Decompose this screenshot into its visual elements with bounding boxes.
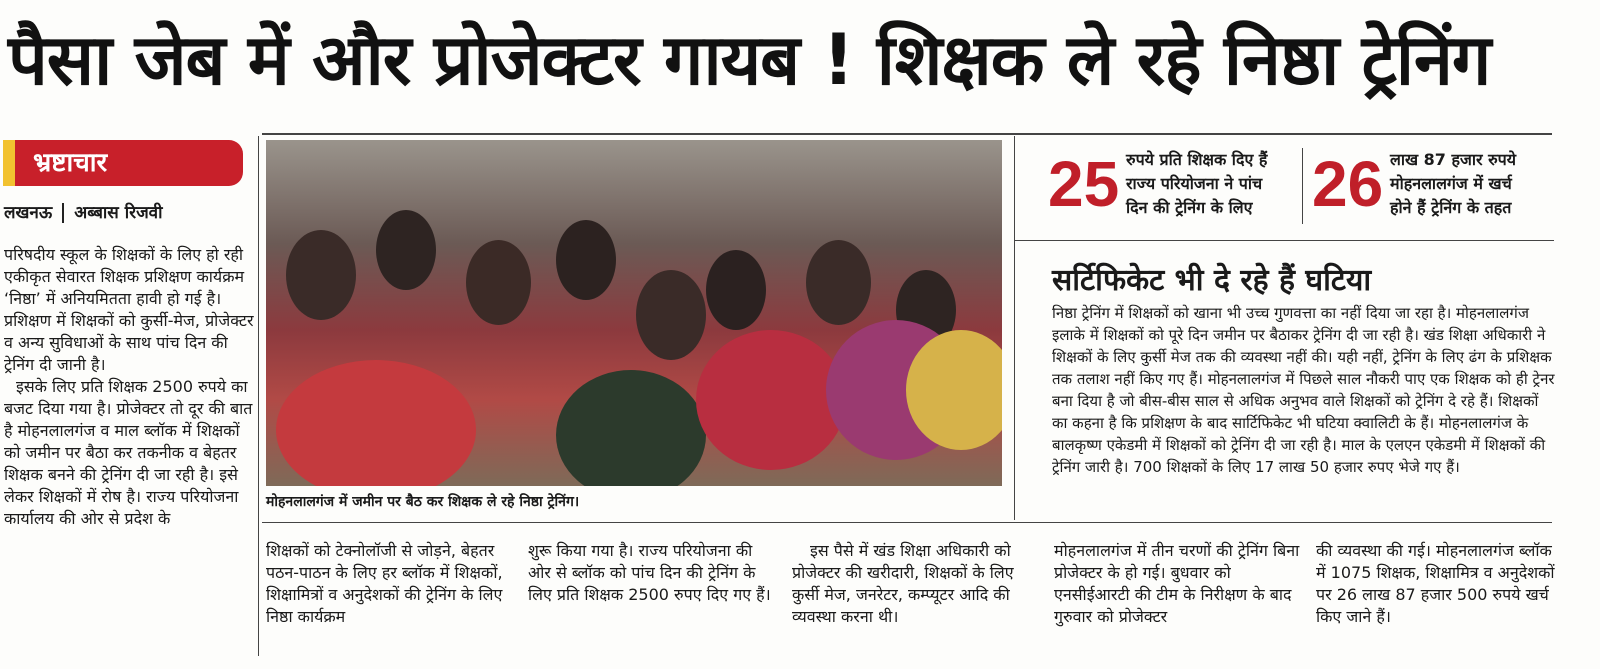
stat-1-text — [1126, 148, 1267, 220]
photo-caption: मोहनलालगंज में जमीन पर बैठ कर शिक्षक ले रहे निष्ठा ट्रेनिंग। — [266, 494, 580, 510]
stat-1-number: 25 — [1048, 148, 1120, 220]
left-column-divider — [258, 136, 259, 656]
stats-rule — [1014, 240, 1554, 241]
category-tag — [3, 140, 243, 186]
side-story-heading: सर्टिफिकेट भी दे रहे हैं घटिया — [1052, 263, 1372, 298]
tag-stripe — [3, 140, 15, 186]
left-column-para-2: इसके लिए प्रति शिक्षक 2500 रुपये का बजट दिया गया है। प्रोजेक्टर तो दूर की बात है मोहनलालगंज व माल ब्लॉक में शिक्षकों को जमीन पर बैठा कर तकनीक व बेहतर शिक्षक बनने की ट्रेनिंग दी जा रही है। इसे लेकर शिक्षकों में रोष है। राज्य परियोजना कार्यालय की ओर से प्रदेश के — [4, 377, 253, 528]
stat-2-text — [1390, 148, 1516, 220]
stat-2-line-1: लाख 87 हजार रुपये — [1390, 150, 1517, 169]
bottom-column-1 — [266, 540, 512, 628]
byline-author: अब्बास रिजवी — [74, 203, 163, 223]
bottom-column-3 — [792, 540, 1040, 628]
byline-place: लखनऊ — [4, 203, 53, 223]
stat-1-line-2: राज्य परियोजना ने पांच — [1126, 174, 1263, 193]
stat-2-number: 26 — [1312, 148, 1384, 220]
category-tag-label: भ्रष्टाचार — [33, 148, 108, 178]
headline: पैसा जेब में और प्रोजेक्टर गायब ! शिक्षक ले रहे निष्ठा ट्रेनिंग — [8, 19, 1491, 101]
byline — [4, 200, 163, 223]
stat-1-line-3: दिन की ट्रेनिंग के लिए — [1126, 198, 1253, 217]
bottom-column-3-text: इस पैसे में खंड शिक्षा अधिकारी को प्रोजेक्टर की खरीदारी, शिक्षकों के लिए कुर्सी मेज, जनरेटर, कम्प्यूटर आदि की व्यवस्था करना थी। — [792, 541, 1014, 626]
bottom-column-2-text: शुरू किया गया है। राज्य परियोजना की ओर से ब्लॉक को पांच दिन की ट्रेनिंग के लिए प्रति शिक्षक 2500 रुपए दिए गए हैं। — [528, 541, 771, 604]
bottom-column-5 — [1316, 540, 1562, 628]
news-photo — [266, 140, 1002, 486]
stat-2-line-3: होने हैं ट्रेनिंग के तहत — [1390, 198, 1512, 217]
bottom-rule — [262, 522, 1552, 523]
stat-1-line-1: रुपये प्रति शिक्षक दिए हैं — [1126, 150, 1268, 169]
side-column-divider — [1014, 136, 1015, 520]
byline-separator — [62, 203, 64, 223]
top-rule — [262, 133, 1552, 135]
left-column-para-1: परिषदीय स्कूल के शिक्षकों के लिए हो रही एकीकृत सेवारत शिक्षक प्रशिक्षण कार्यक्रम ‘निष्ठा’ में अनियमितता हावी हो गई है। प्रशिक्षण में शिक्षकों को कुर्सी-मेज, प्रोजेक्टर व अन्य सुविधाओं के साथ पांच दिन की ट्रेनिंग दी जानी है। — [4, 245, 254, 374]
stats-divider — [1302, 148, 1303, 224]
stat-2-line-2: मोहनलालगंज में खर्च — [1390, 174, 1512, 193]
left-column — [4, 244, 254, 530]
bottom-column-2 — [528, 540, 778, 606]
bottom-column-4-text: मोहनलालगंज में तीन चरणों की ट्रेनिंग बिना प्रोजेक्टर के हो गई। बुधवार को एनसीईआरटी की टीम के निरीक्षण के बाद गुरुवार को प्रोजेक्टर — [1054, 541, 1300, 626]
side-story-body: निष्ठा ट्रेनिंग में शिक्षकों को खाना भी उच्च गुणवत्ता का नहीं दिया जा रहा है। मोहनलालगंज इलाके में शिक्षकों को पूरे दिन जमीन पर बैठाकर ट्रेनिंग दी जा रही है। खंड शिक्षा अधिकारी ने शिक्षकों के लिए कुर्सी मेज तक की व्यवस्था नहीं की। यही नहीं, ट्रेनिंग के लिए ढंग के प्रशिक्षक तक तलाश नहीं किए गए हैं। मोहनलालगंज में पिछले साल नौकरी पाए एक शिक्षक को ही ट्रेनर बना दिया है जो बीस-बीस साल से अधिक अनुभव वाले शिक्षकों को ट्रेनिंग दे रहे हैं। शिक्षकों का कहना है कि प्रशिक्षण के बाद सार्टिफिकेट भी घटिया क्वालिटी के हैं। मोहनलालगंज के बालकृष्ण एकेडमी में शिक्षकों को ट्रेनिंग दी जा रही है। माल के एलएन एकेडमी में शिक्षकों की ट्रेनिंग जारी है। 700 शिक्षकों के लिए 17 लाख 50 हजार रुपए भेजे गए हैं। — [1052, 304, 1555, 476]
bottom-column-4 — [1054, 540, 1300, 628]
bottom-column-1-text: शिक्षकों को टेक्नोलॉजी से जोड़ने, बेहतर पठन-पाठन के लिए हर ब्लॉक में शिक्षकों, शिक्षामित्रों व अनुदेशकों की ट्रेनिंग के लिए निष्ठा कार्यक्रम — [266, 541, 503, 626]
bottom-column-5-text: की व्यवस्था की गई। मोहनलालगंज ब्लॉक में 1075 शिक्षक, शिक्षामित्र व अनुदेशकों पर 26 लाख 87 हजार 500 रुपये खर्च किए जाने हैं। — [1316, 541, 1555, 626]
